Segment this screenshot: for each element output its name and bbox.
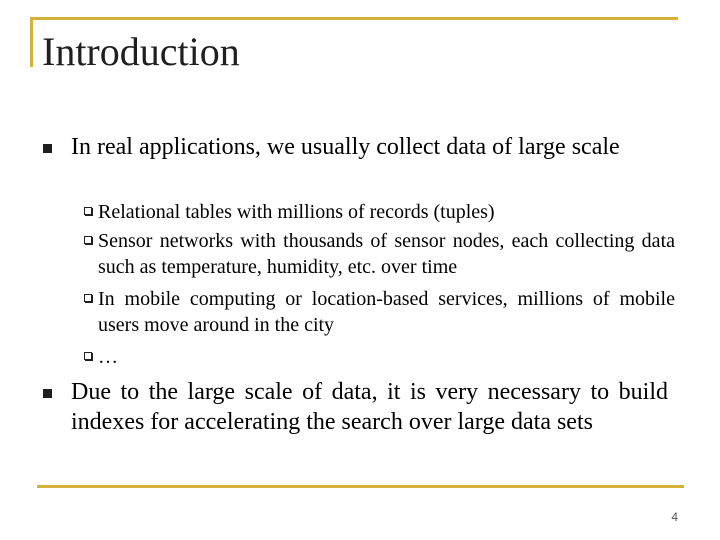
bullet-text: In real applications, we usually collect data of large scale (71, 134, 620, 160)
filled-square-bullet-icon (43, 389, 52, 398)
sub-bullet-text: Relational tables with millions of records (tuples) (98, 201, 495, 223)
sub-bullet-text: … (98, 346, 118, 368)
hollow-square-bullet-icon (84, 294, 92, 302)
slide-title: Introduction (42, 29, 240, 74)
filled-square-bullet-icon (43, 144, 52, 153)
title-frame-left-rule (30, 17, 33, 67)
title-frame-top-rule (30, 17, 678, 20)
footer-rule (37, 485, 684, 488)
hollow-square-bullet-icon (84, 236, 92, 244)
bullet-text: Due to the large scale of data, it is very necessary to build indexes for accelerating the search over large data sets (71, 379, 668, 435)
hollow-square-bullet-icon (84, 352, 92, 360)
sub-bullet-text: Sensor networks with thousands of sensor nodes, each collecting data such as temperature, humidity, etc. over time (98, 230, 675, 278)
hollow-square-bullet-icon (84, 207, 92, 215)
sub-bullet-text: In mobile computing or location-based services, millions of mobile users move around in the city (98, 288, 675, 336)
page-number: 4 (671, 510, 678, 524)
